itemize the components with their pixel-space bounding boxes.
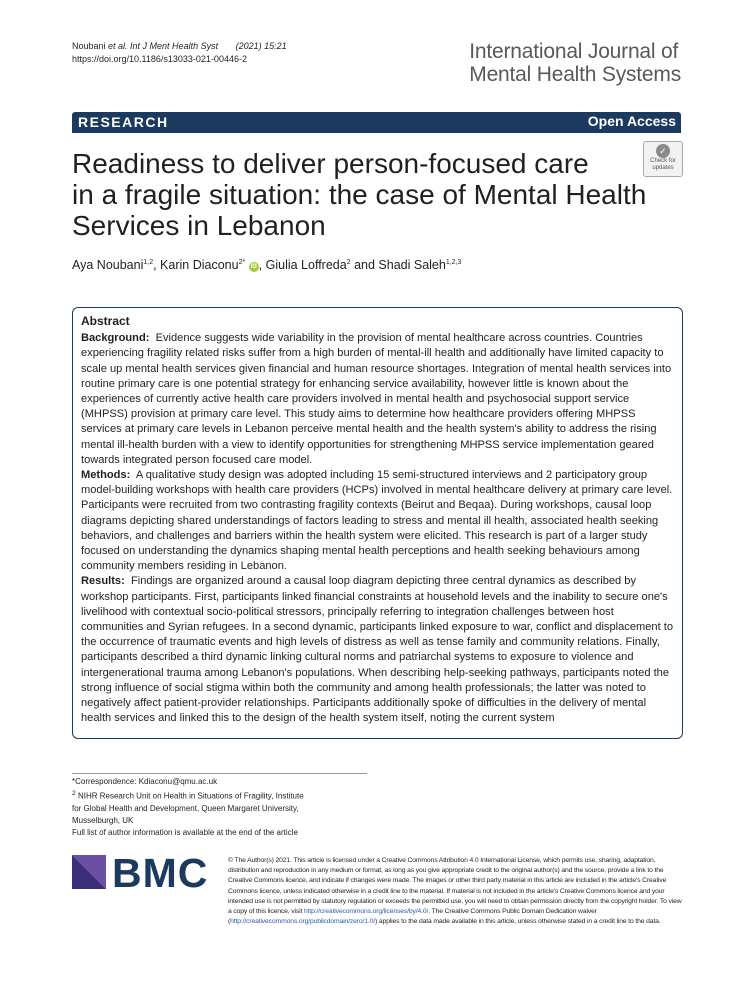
author-name[interactable]: Karin Diaconu <box>160 258 239 272</box>
methods-label: Methods: <box>81 469 131 482</box>
author-name[interactable]: Giulia Loffreda <box>265 258 347 272</box>
cc-zero-link[interactable]: http://creativecommons.org/publicdomain/zero/1.0/ <box>230 918 376 926</box>
abstract-results <box>81 574 674 726</box>
check-updates-text-1: Check for <box>650 158 676 164</box>
background-label: Background: <box>81 332 150 345</box>
abstract-heading: Abstract <box>81 314 130 328</box>
affiliation-line-1 <box>72 788 372 803</box>
results-text: Findings are organized around a causal loop diagram depicting three central dynamics as described by workshop participants. First, participants linked financial constraints at household levels and the inability to secure one's livelihood with contextual socio-political stressors, principally referring to integration challenges between host communities and Syrian refugees. In a second dynamic, participants linked exposure to war, conflict and displacement to the occurrence of traumatic events and high levels of distress as well as tense family and community relations. Finally, participants described a third dynamic linking cultural norms and patriarchal systems to exposure to violence and intergenerational trauma among Lebanon's populations. When describing help-seeking pathways, participants noted the strong influence of social stigma within both the community and among health professionals; the latter was noted to negatively affect patient-provider relationships. Participants additionally spoke of difficulties in the delivery of mental health services and linked this to the design of the health system itself, noting the current system <box>81 575 673 725</box>
citation-year: (2021) 15:21 <box>235 41 287 51</box>
abstract-background <box>81 331 674 468</box>
license-statement <box>228 856 682 927</box>
author-affiliation: 2 <box>346 259 351 266</box>
check-updates-text-2: updates <box>652 165 674 171</box>
author-affiliation: 1,2,3 <box>445 259 462 266</box>
abstract-methods <box>81 468 674 574</box>
open-access-label: Open Access <box>587 113 676 129</box>
publisher-name: BMC <box>112 850 209 896</box>
author-list: Aya Noubani$^{1,2}$, Karin Diaconu$^{2*}$ iD , Giulia Loffreda$^2$ and Shadi Saleh$^{1,2,3}$ <box>72 258 462 272</box>
affiliation-number: 2 <box>72 790 76 797</box>
abstract-box <box>72 307 683 739</box>
citation-header <box>72 40 287 66</box>
bmc-logo-mark-icon <box>72 855 106 889</box>
license-text-2: . The Creative Commons Public Domain Dedication waiver ( <box>228 908 597 926</box>
title-line-3: Services in Lebanon <box>72 210 326 241</box>
title-line-2: in a fragile situation: the case of Mental Health <box>72 179 647 210</box>
citation-authors: Noubani <box>72 41 109 51</box>
affiliation-line-3: Musselburgh, UK <box>72 815 134 825</box>
journal-name <box>469 40 681 86</box>
author-name[interactable]: Aya Noubani <box>72 258 144 272</box>
methods-text: A qualitative study design was adopted including 15 semi-structured interviews and 2 participatory group model-building workshops with health care providers (HCPs) involved in mental healthcare delivery at primary care level. Participants were recruited from two contrasting fragility contexts (Beirut and Beqaa). During workshops, causal loop diagrams depicting shared understandings of factors leading to stress and mental ill health, associated health seeking behaviors, and challenges and barriers within the health system were elicited. This research is part of a larger study focused on understanding the dynamics shaping mental health perceptions and health seeking behaviours among community members residing in Lebanon. <box>81 469 673 573</box>
author-affiliation: 1,2 <box>143 259 154 266</box>
footnote-divider <box>72 773 367 774</box>
title-line-1: Readiness to deliver person-focused care <box>72 148 589 179</box>
article-type-label: RESEARCH <box>78 114 169 130</box>
author-affiliation: 2* <box>238 259 246 266</box>
cc-by-link[interactable]: http://creativecommons.org/licenses/by/4.0/ <box>303 908 429 916</box>
affiliation-line-2: for Global Health and Development, Queen Margaret University, <box>72 803 299 813</box>
correspondence-email[interactable]: *Correspondence: Kdiaconu@qmu.ac.uk <box>72 777 218 786</box>
citation-journal: et al. Int J Ment Health Syst <box>108 41 219 51</box>
journal-name-line2: Mental Health Systems <box>469 63 681 86</box>
journal-name-line1: International Journal of <box>469 40 679 63</box>
results-label: Results: <box>81 575 125 588</box>
footnotes <box>72 776 372 839</box>
check-for-updates-badge[interactable] <box>643 141 683 177</box>
doi-link[interactable]: https://doi.org/10.1186/s13033-021-00446-2 <box>72 54 247 64</box>
article-type-banner <box>72 112 681 133</box>
license-text-1: © The Author(s) 2021. This article is licensed under a Creative Commons Attribution 4.0 International License, which permits use, sharing, adaptation, distribution and reproduction in any medium or format, as long as you give appropriate credit to the original author(s) and the source, provide a link to the Creative Commons licence, and indicate if changes were made. The images or other third party material in this article are included in the article's Creative Commons licence, unless indicated otherwise in a credit line to the material. If material is not included in the article's Creative Commons licence and your intended use is not permitted by statutory regulation or exceeds the permitted use, you will need to obtain permission directly from the copyright holder. To view a copy of this licence, visit <box>228 857 682 916</box>
license-text-3: ) applies to the data made available in this article, unless otherwise stated in a credit line to the data. <box>375 918 661 926</box>
background-text: Evidence suggests wide variability in the provision of mental healthcare across countries. Countries experiencing fragility related risks suffer from a high burden of mental-ill health and additionally have limited capacity to scale up mental health services given financial and human resource shortages. Integration of mental health services into routine primary care is one potential strategy for enhancing service availability, however little is known about the experiences of currently active health care providers involved in mental health and psychosocial support service (MHPSS) provision at primary care level. This study aims to determine how healthcare providers offering MHPSS services at primary care levels in Lebanon perceive mental health and the health system's ability to address the rising mental ill-health burden with a view to identify opportunities for strengthening MHPSS service implementation geared towards integrated person focused care model. <box>81 332 672 466</box>
full-author-info-note: Full list of author information is available at the end of the article <box>72 827 298 837</box>
author-name[interactable]: Shadi Saleh <box>378 258 446 272</box>
orcid-icon[interactable]: iD <box>250 264 257 270</box>
affiliation-text-1: NIHR Research Unit on Health in Situations of Fragility, Institute <box>77 791 304 801</box>
article-title <box>72 148 652 241</box>
check-updates-icon: ✓ <box>656 144 670 158</box>
